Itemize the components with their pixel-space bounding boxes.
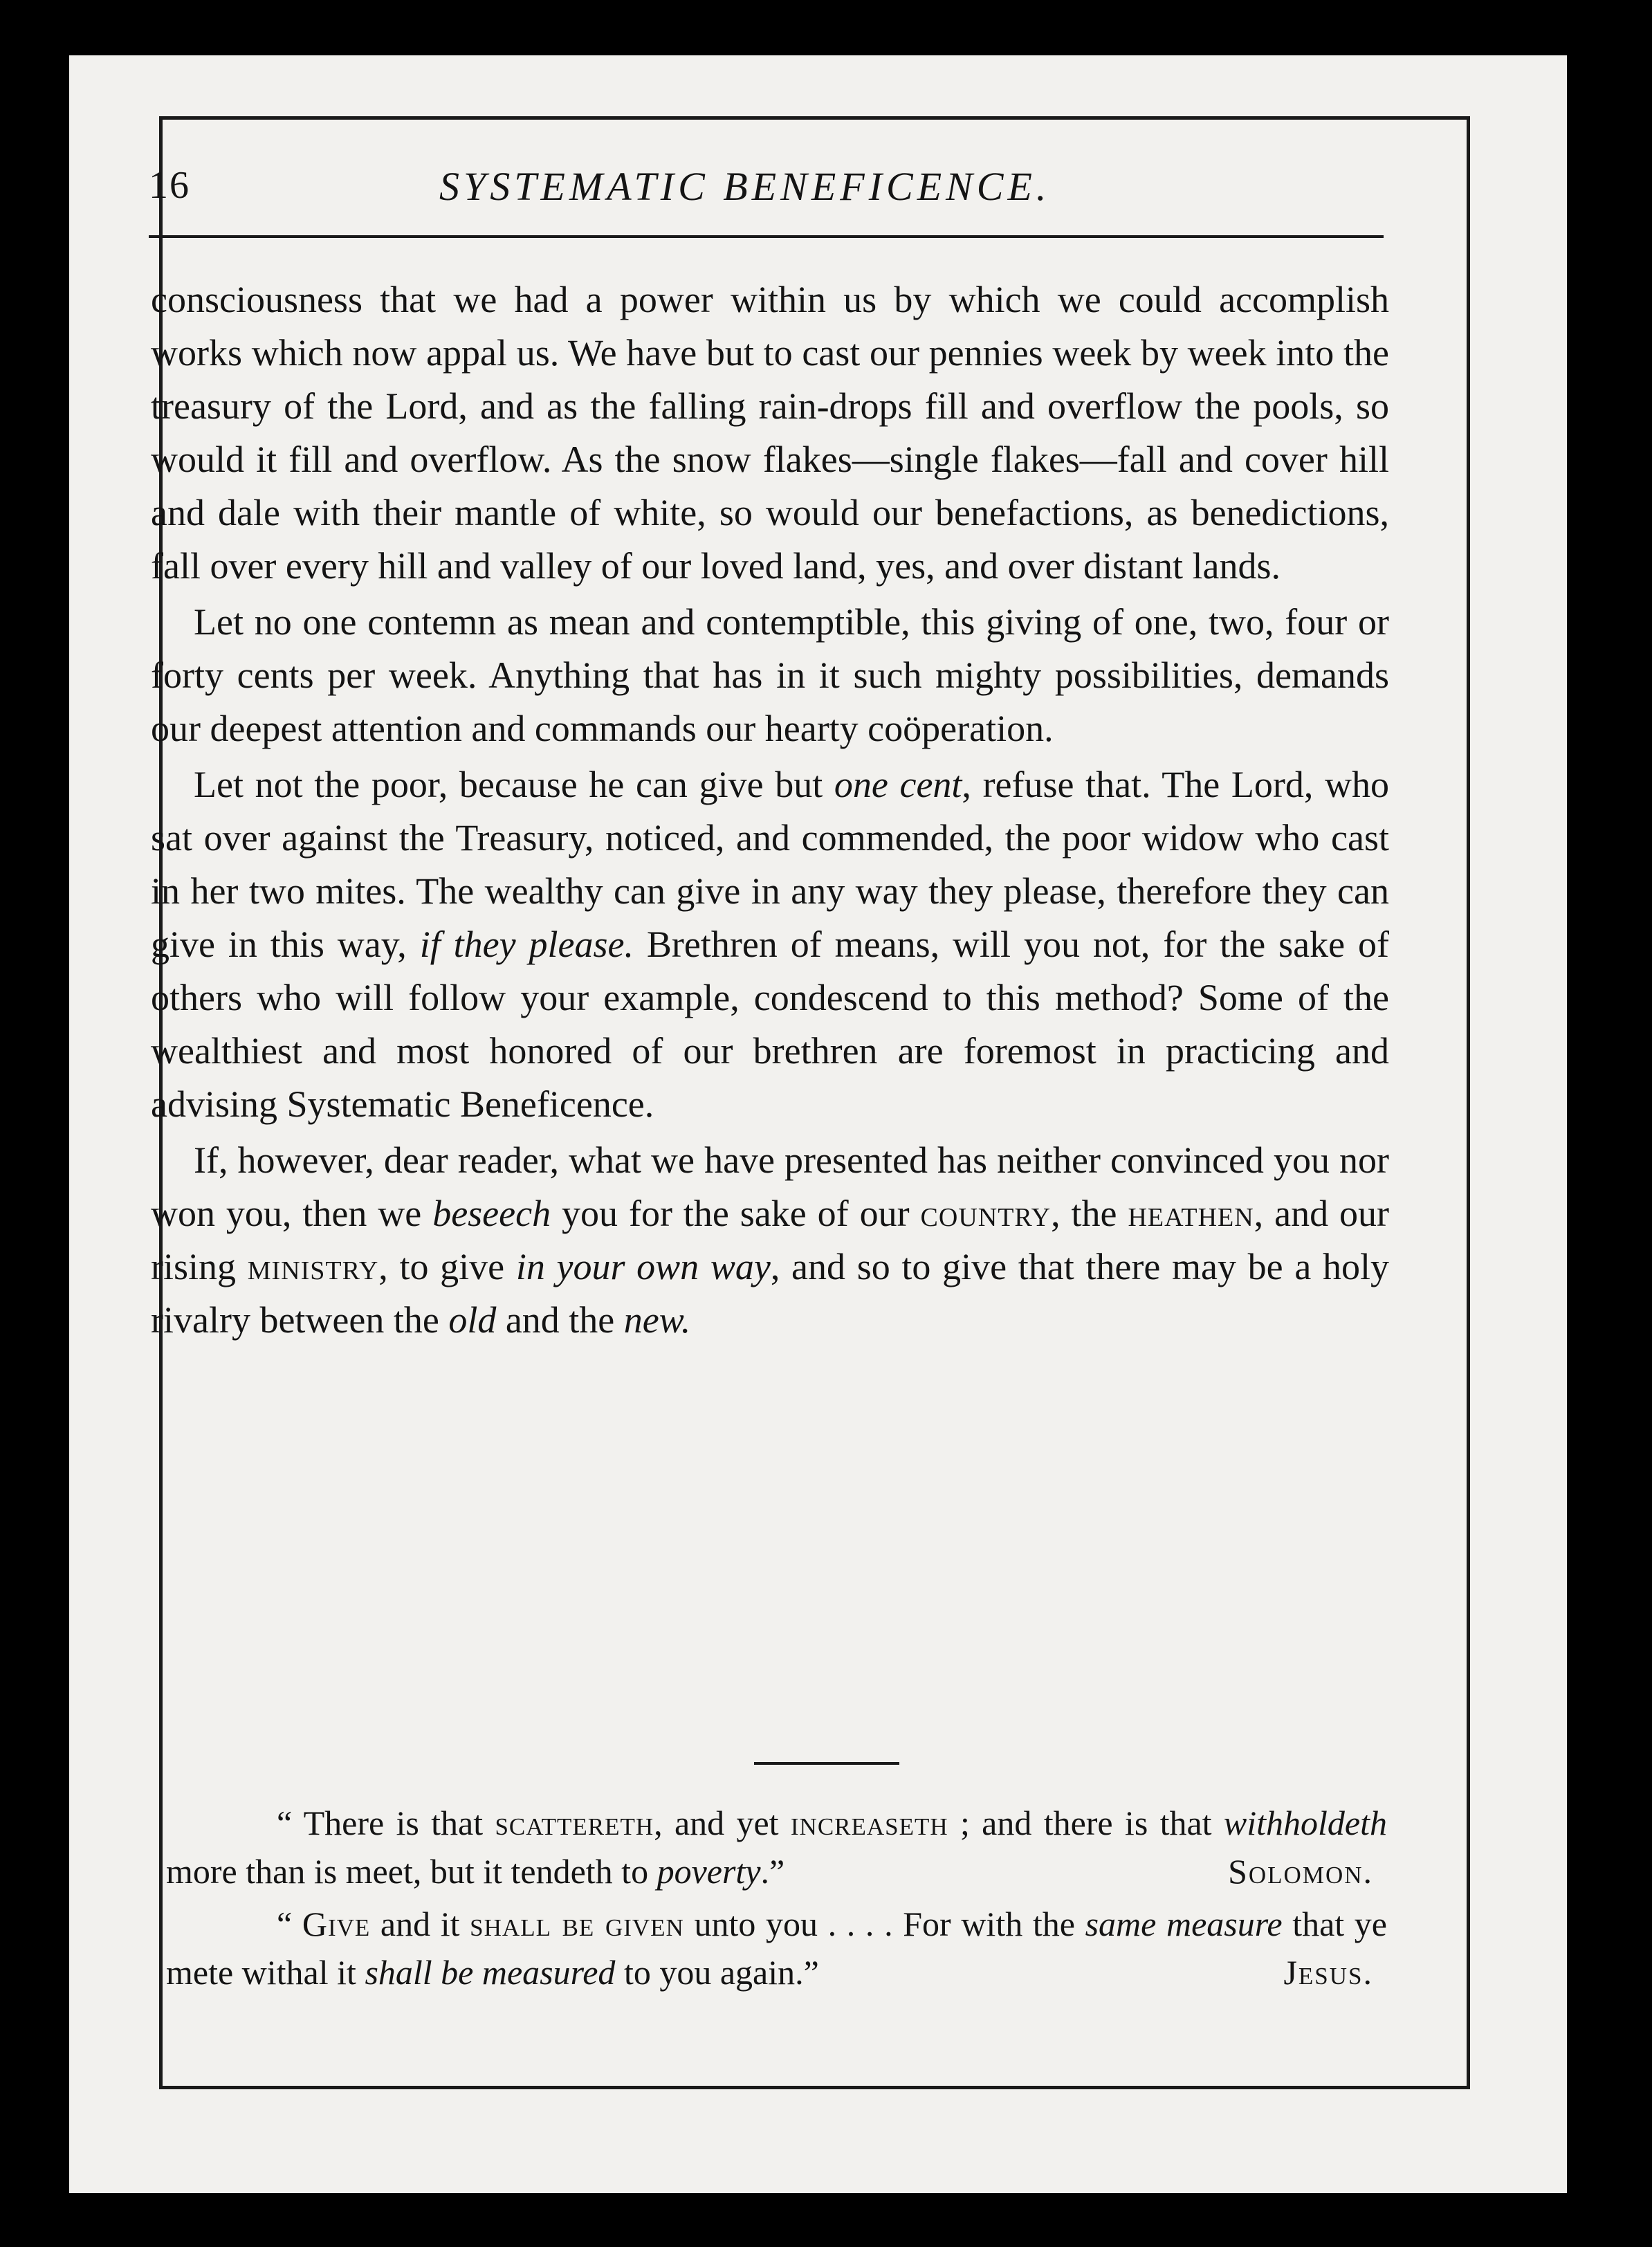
small-caps-text: increaseth bbox=[790, 1804, 948, 1842]
quote-text: unto you . . . . For with the bbox=[683, 1905, 1085, 1943]
quote-jesus bbox=[166, 1900, 1387, 1997]
quote-text: .” bbox=[760, 1852, 785, 1891]
quote-text: , and yet bbox=[654, 1804, 791, 1842]
quote-text: to you again.” bbox=[615, 1953, 819, 1992]
quote-text: more than is meet, but it tendeth to bbox=[166, 1852, 657, 1891]
emphasis-text: new. bbox=[623, 1299, 691, 1341]
paragraph-text: consciousness that we had a power within us by which we could accomplish works which now appal us. We have but to cast our pennies week by week into the treasury of the Lord, and as the falling rain-drops fill and overflow the pools, so would it fill and overflow. As the snow flakes—single flakes—fall and cover hill and dale with their mantle of white, so would our benefactions, as benedictions, fall over every hill and valley of our loved land, yes, and over distant lands. bbox=[151, 279, 1389, 587]
paragraph-3 bbox=[151, 758, 1389, 1131]
body-text bbox=[151, 273, 1389, 1350]
quote-text: ; and there is that bbox=[948, 1804, 1224, 1842]
paragraph-text: If, however, dear reader, what we have presented has neither convinced you nor won you, then we bbox=[151, 1139, 1389, 1234]
paragraph-text: Let no one contemn as mean and contemptible, this giving of one, two, four or forty cents per week. Anything that has in it such mighty possibilities, demands our deepest attention and commands our hearty coöperation. bbox=[151, 601, 1389, 749]
page-header bbox=[149, 163, 1384, 226]
paragraph-text: , the bbox=[1051, 1193, 1128, 1234]
quote-text: that ye mete withal it bbox=[166, 1905, 1387, 1992]
quote-text: “ There is that bbox=[277, 1804, 495, 1842]
paragraph-text: , refuse that. The Lord, who sat over against the Treasury, noticed, and commended, the poor widow who cast in her two mites. The wealthy can give in any way they please, therefore they can give in this way, bbox=[151, 764, 1389, 965]
small-caps-text: shall be given bbox=[470, 1905, 684, 1943]
paragraph-text: and the bbox=[496, 1299, 624, 1341]
page-number: 16 bbox=[149, 164, 190, 207]
paragraph-text: Let not the poor, because he can give but bbox=[194, 764, 834, 805]
emphasis-text: same measure bbox=[1085, 1905, 1283, 1943]
paragraph-text: , to give bbox=[378, 1246, 516, 1287]
paragraph-text: you for the sake of our bbox=[551, 1193, 921, 1234]
quote-attribution: Jesus. bbox=[1283, 1953, 1373, 1992]
quote-attribution: Solomon. bbox=[1228, 1852, 1373, 1891]
section-divider bbox=[754, 1762, 899, 1765]
small-caps-text: scattereth bbox=[495, 1804, 654, 1842]
small-caps-text: ministry bbox=[247, 1246, 379, 1287]
paragraph-1 bbox=[151, 273, 1389, 593]
emphasis-text: poverty bbox=[657, 1852, 761, 1891]
emphasis-text: in your own way bbox=[515, 1246, 771, 1287]
closing-quotes bbox=[166, 1799, 1387, 2001]
emphasis-text: withholdeth bbox=[1223, 1804, 1387, 1842]
paragraph-text: Brethren of means, will you not, for the sake of others who will follow your example, condescend to this method? Some of the wealthiest and most honored of our brethren are foremost in practicing and advising Systematic Beneficence. bbox=[151, 924, 1390, 1125]
small-caps-text: heathen bbox=[1128, 1193, 1254, 1234]
small-caps-text: Give bbox=[302, 1905, 371, 1943]
quote-solomon bbox=[166, 1799, 1387, 1896]
quote-text: “ bbox=[277, 1905, 302, 1943]
emphasis-text: old bbox=[448, 1299, 497, 1341]
paragraph-4 bbox=[151, 1134, 1389, 1347]
paragraph-text: , and so to give that there may be a holy rivalry between the bbox=[151, 1246, 1389, 1341]
header-rule bbox=[149, 235, 1384, 238]
running-title: SYSTEMATIC BENEFICENCE. bbox=[439, 164, 1051, 209]
emphasis-text: beseech bbox=[432, 1193, 551, 1234]
paragraph-2 bbox=[151, 596, 1389, 755]
emphasis-text: if they please. bbox=[419, 924, 634, 965]
paragraph-text: , and our rising bbox=[151, 1193, 1390, 1287]
small-caps-text: country bbox=[920, 1193, 1052, 1234]
emphasis-text: shall be measured bbox=[365, 1953, 616, 1992]
emphasis-text: one cent bbox=[834, 764, 962, 805]
quote-text: and it bbox=[370, 1905, 470, 1943]
